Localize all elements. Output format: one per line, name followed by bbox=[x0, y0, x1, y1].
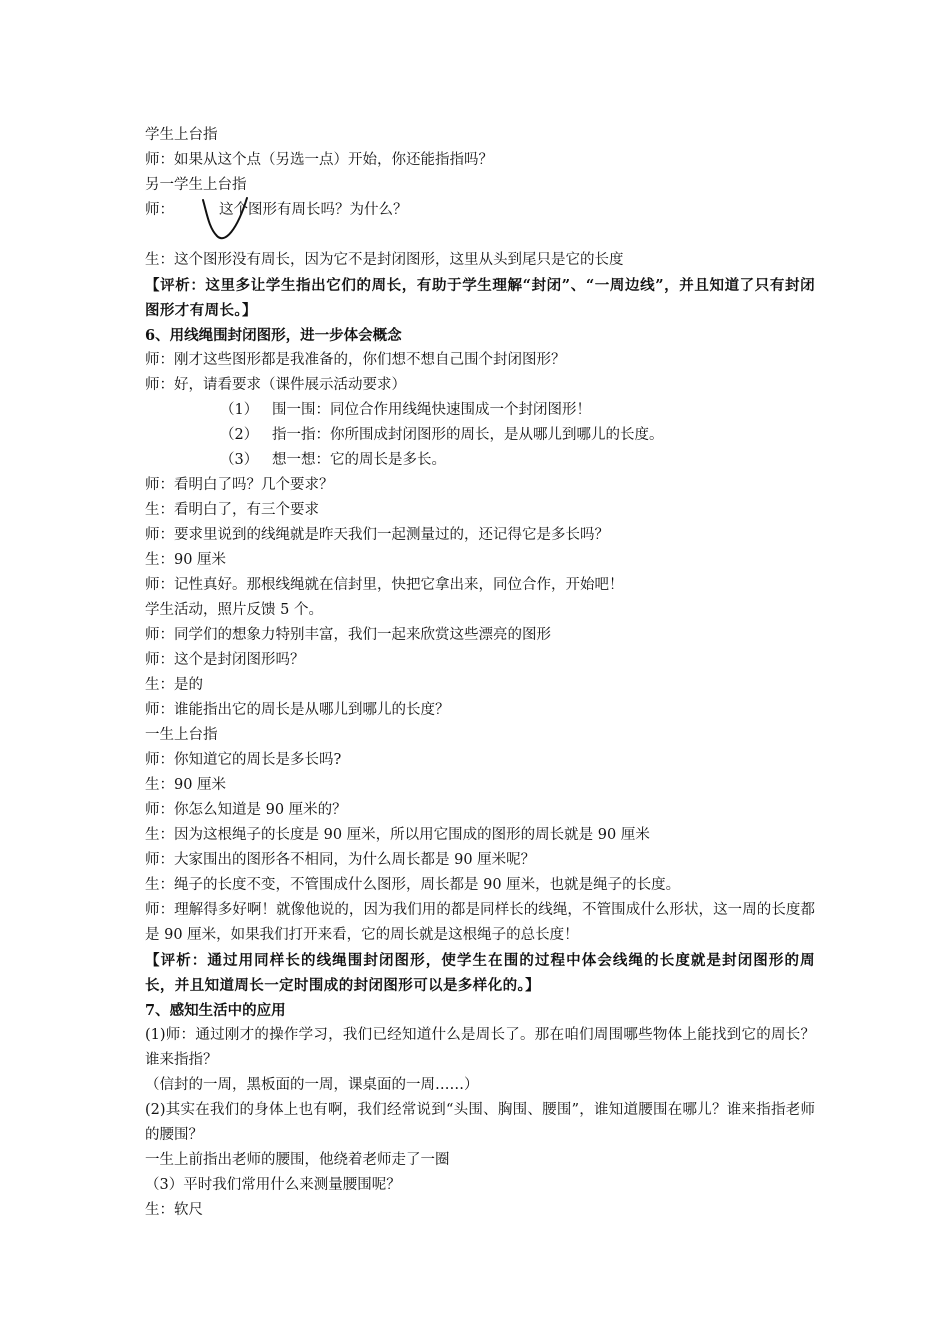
text-paragraph: 师：理解得多好啊！就像他说的，因为我们用的都是同样长的线绳，不管围成什么形状，这一周的长度都是 90 厘米，如果我们打开来看，它的周长就是这根绳子的总长度！ bbox=[145, 902, 815, 943]
text-line: 师：刚才这些图形都是我准备的，你们想不想自己围个封闭图形？ bbox=[145, 352, 566, 368]
text-line: 学生上台指 bbox=[145, 127, 218, 143]
requirement-number: （1） bbox=[220, 402, 259, 418]
text-line: （信封的一周，黑板面的一周，课桌面的一周……） bbox=[145, 1077, 479, 1093]
text-line: 师：谁能指出它的周长是从哪儿到哪儿的长度？ bbox=[145, 702, 450, 718]
text-line: 师：大家围出的图形各不相同，为什么周长都是 90 厘米呢？ bbox=[145, 852, 536, 868]
requirement-text: 围一围：同位合作用线绳快速围成一个封闭图形！ bbox=[272, 402, 591, 418]
text-line: 师：如果从这个点（另选一点）开始，你还能指指吗？ bbox=[145, 152, 493, 168]
document-body bbox=[145, 123, 815, 1223]
requirement-text: 指一指：你所围成封闭图形的周长，是从哪儿到哪儿的长度。 bbox=[272, 427, 664, 443]
requirement-item bbox=[145, 423, 815, 448]
requirement-number: （3） bbox=[220, 452, 259, 468]
text-line: 师：好，请看要求（课件展示活动要求） bbox=[145, 377, 406, 393]
text-line: 生：绳子的长度不变，不管围成什么图形，周长都是 90 厘米，也就是绳子的长度。 bbox=[145, 877, 681, 893]
text-line: 一生上前指出老师的腰围，他绕着老师走了一圈 bbox=[145, 1152, 450, 1168]
text-line: 生：是的 bbox=[145, 677, 203, 693]
review-note: 【评析：这里多让学生指出它们的周长，有助于学生理解“封闭”、“一周边线”，并且知道了只有封闭图形才有周长。】 bbox=[145, 277, 815, 319]
text-paragraph: (2)其实在我们的身体上也有啊，我们经常说到“头围、胸围、腰围”，谁知道腰围在哪儿？谁来指指老师的腰围？ bbox=[145, 1102, 815, 1143]
text-line: 师：同学们的想象力特别丰富，我们一起来欣赏这些漂亮的图形 bbox=[145, 627, 551, 643]
requirement-item bbox=[145, 398, 815, 423]
requirement-text: 想一想：它的周长是多长。 bbox=[272, 452, 446, 468]
section-heading-6: 6、用线绳围封闭图形，进一步体会概念 bbox=[145, 327, 402, 344]
text-line: 师：记性真好。那根线绳就在信封里，快把它拿出来，同位合作，开始吧！ bbox=[145, 577, 624, 593]
speaker-label: 师： bbox=[145, 202, 174, 218]
text-line: 另一学生上台指 bbox=[145, 177, 247, 193]
requirement-item bbox=[145, 448, 815, 473]
text-line: 师：你怎么知道是 90 厘米的？ bbox=[145, 802, 347, 818]
text-line: 生：软尺 bbox=[145, 1202, 203, 1218]
curve-question-line bbox=[145, 198, 815, 248]
text-line: 师：要求里说到的线绳就是昨天我们一起测量过的，还记得它是多长吗？ bbox=[145, 527, 609, 543]
text-line: 生：这个图形没有周长，因为它不是封闭图形，这里从头到尾只是它的长度 bbox=[145, 252, 624, 268]
text-line: 生：90 厘米 bbox=[145, 777, 227, 793]
review-note: 【评析：通过用同样长的线绳围封闭图形，使学生在围的过程中体会线绳的长度就是封闭图形的周长，并且知道周长一定时围成的封闭图形可以是多样化的。】 bbox=[145, 952, 815, 994]
question-text: 这个图形有周长吗？为什么？ bbox=[219, 202, 408, 218]
text-paragraph: (1)师：通过刚才的操作学习，我们已经知道什么是周长了。那在咱们周围哪些物体上能找到它的周长？谁来指指？ bbox=[145, 1027, 815, 1068]
text-line: 师：你知道它的周长是多长吗? bbox=[145, 752, 342, 768]
text-line: 生：因为这根绳子的长度是 90 厘米，所以用它围成的图形的周长就是 90 厘米 bbox=[145, 827, 650, 843]
section-heading-7: 7、感知生活中的应用 bbox=[145, 1002, 286, 1019]
text-line: （3）平时我们常用什么来测量腰围呢？ bbox=[145, 1177, 401, 1193]
text-line: 生：看明白了，有三个要求 bbox=[145, 502, 319, 518]
text-line: 生：90 厘米 bbox=[145, 552, 227, 568]
text-line: 学生活动，照片反馈 5 个。 bbox=[145, 602, 323, 618]
text-line: 一生上台指 bbox=[145, 727, 218, 743]
text-line: 师：这个是封闭图形吗？ bbox=[145, 652, 305, 668]
text-line: 师：看明白了吗？几个要求？ bbox=[145, 477, 334, 493]
requirement-number: （2） bbox=[220, 427, 259, 443]
